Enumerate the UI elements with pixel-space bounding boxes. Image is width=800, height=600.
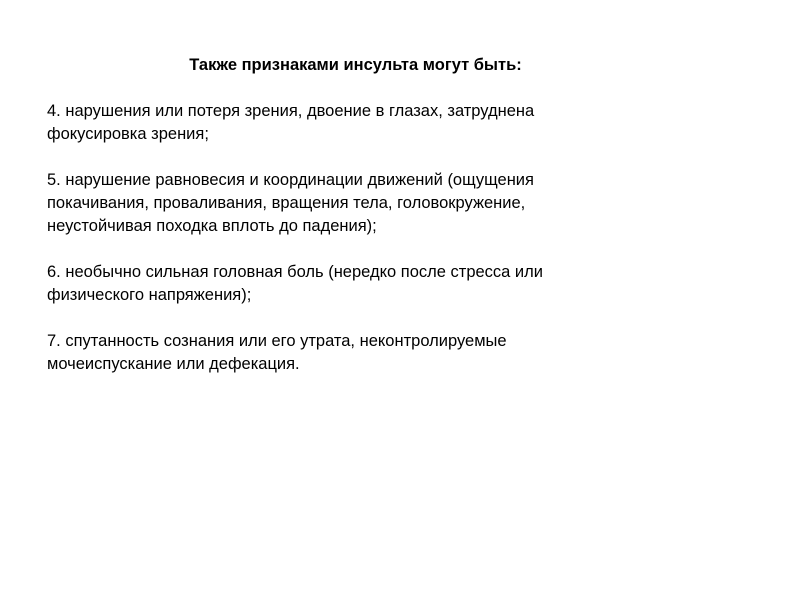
list-item-line: фокусировка зрения;	[47, 125, 209, 143]
list-item	[47, 100, 657, 146]
list-item-line: 6. необычно сильная головная боль (нередко после стресса или	[47, 263, 543, 281]
list-item-line: 4. нарушения или потеря зрения, двоение в глазах, затруднена	[47, 102, 535, 120]
list-item-line: неустойчивая походка вплоть до падения);	[47, 217, 377, 235]
slide-content	[47, 54, 657, 376]
slide-title: Также признаками инсульта могут быть:	[189, 56, 522, 74]
list-item-line: 5. нарушение равновесия и координации движений (ощущения	[47, 171, 534, 189]
list-item	[47, 330, 657, 376]
list-item	[47, 261, 657, 307]
list-item-line: физического напряжения);	[47, 286, 252, 304]
list-item-line: мочеиспускание или дефекация.	[47, 355, 300, 373]
list-item-line: покачивания, проваливания, вращения тела, головокружение,	[47, 194, 526, 212]
list-item-line: 7. спутанность сознания или его утрата, неконтролируемые	[47, 332, 507, 350]
list-item	[47, 169, 657, 238]
